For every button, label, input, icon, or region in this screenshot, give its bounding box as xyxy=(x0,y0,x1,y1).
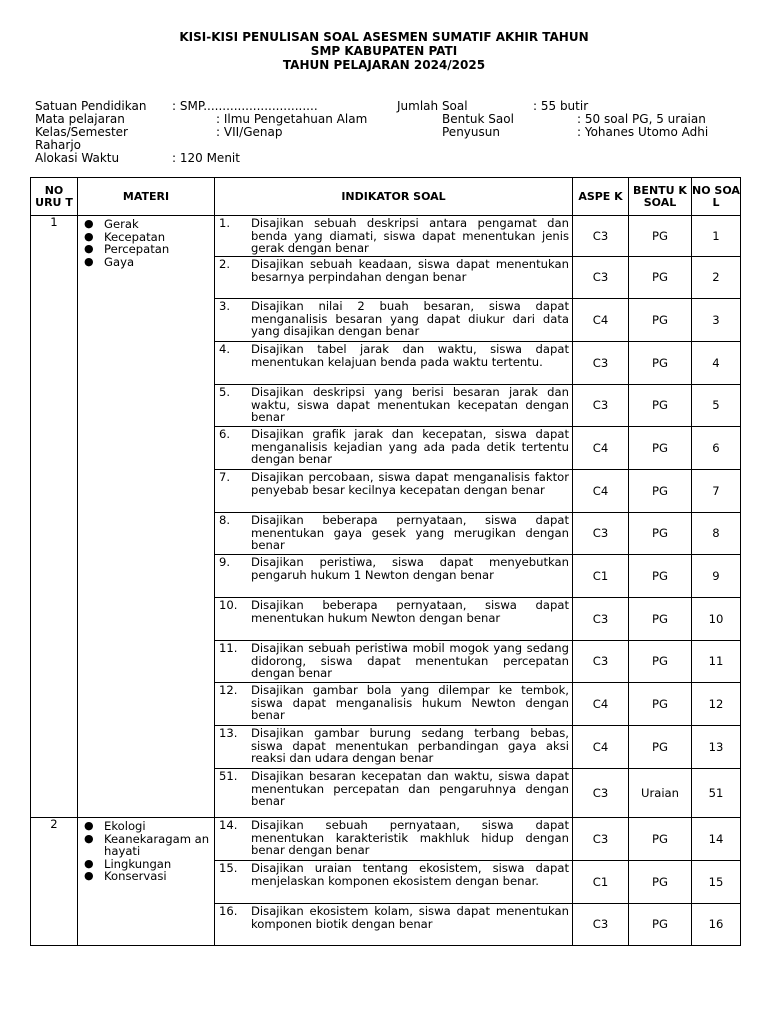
materi-item: ● Kecepatan xyxy=(84,231,214,244)
indikator-cell xyxy=(215,904,573,946)
title-line-1: KISI-KISI PENULISAN SOAL ASESMEN SUMATIF AKHIR TAHUN xyxy=(179,30,589,44)
materi-item: ● Keanekaragam an hayati xyxy=(84,833,214,858)
document-title xyxy=(0,30,768,72)
no-soal-cell: 1 xyxy=(692,216,741,257)
indikator-number: 15. xyxy=(219,861,238,875)
indikator-number: 51. xyxy=(219,769,238,783)
indikator-number: 1. xyxy=(219,216,231,230)
indikator-cell xyxy=(215,342,573,385)
no-soal-cell: 4 xyxy=(692,342,741,385)
materi-item: ● Ekologi xyxy=(84,820,214,833)
indikator-cell xyxy=(215,257,573,299)
materi-cell xyxy=(78,216,215,818)
materi-item: ● Percepatan xyxy=(84,243,214,256)
indikator-cell xyxy=(215,598,573,641)
no-soal-cell: 3 xyxy=(692,299,741,342)
indikator-text: Disajikan grafik jarak dan kecepatan, siswa dapat menganalisis kejadian yang ada pada detik tertentu dengan benar xyxy=(251,427,569,467)
bentuk-soal-cell: PG xyxy=(629,216,692,257)
indikator-cell xyxy=(215,216,573,257)
materi-list xyxy=(78,818,214,883)
indikator-cell xyxy=(215,299,573,342)
aspek-cell: C1 xyxy=(573,861,629,904)
aspek-cell: C3 xyxy=(573,818,629,861)
indikator-text: Disajikan sebuah peristiwa mobil mogok yang sedang didorong, siswa dapat menentukan percepatan dengan benar xyxy=(251,641,569,681)
indikator-text: Disajikan sebuah pernyataan, siswa dapat menentukan karakteristik makhluk hidup dengan benar dengan benar xyxy=(251,818,569,858)
aspek-cell: C4 xyxy=(573,427,629,470)
kisi-kisi-table xyxy=(30,177,741,946)
aspek-cell: C3 xyxy=(573,513,629,555)
no-soal-cell: 9 xyxy=(692,555,741,598)
meta-jumlah-label: Jumlah Soal xyxy=(397,99,468,113)
meta-alokasi-value: : 120 Menit xyxy=(172,151,240,165)
materi-item: ● Konservasi xyxy=(84,870,214,883)
indikator-number: 11. xyxy=(219,641,238,655)
indikator-text: Disajikan peristiwa, siswa dapat menyebutkan pengaruh hukum 1 Newton dengan benar xyxy=(251,555,569,582)
header-bentuk: BENTU K SOAL xyxy=(629,178,692,216)
meta-bentuk-value: : 50 soal PG, 5 uraian xyxy=(577,112,706,126)
no-soal-cell: 2 xyxy=(692,257,741,299)
materi-item: ● Lingkungan xyxy=(84,858,214,871)
indikator-number: 2. xyxy=(219,257,231,271)
aspek-cell: C3 xyxy=(573,216,629,257)
bentuk-soal-cell: PG xyxy=(629,513,692,555)
indikator-text: Disajikan uraian tentang ekosistem, siswa dapat menjelaskan komponen ekosistem dengan benar. xyxy=(251,861,569,888)
indikator-text: Disajikan gambar bola yang dilempar ke tembok, siswa dapat menganalisis hukum Newton dengan benar xyxy=(251,683,569,723)
bentuk-soal-cell: PG xyxy=(629,641,692,683)
group-1-body xyxy=(31,216,741,818)
title-line-3: TAHUN PELAJARAN 2024/2025 xyxy=(282,58,486,72)
indikator-cell xyxy=(215,513,573,555)
indikator-number: 7. xyxy=(219,470,231,484)
indikator-text: Disajikan beberapa pernyataan, siswa dapat menentukan hukum Newton dengan benar xyxy=(251,598,569,625)
indikator-cell xyxy=(215,641,573,683)
bentuk-soal-cell: PG xyxy=(629,427,692,470)
indikator-text: Disajikan ekosistem kolam, siswa dapat menentukan komponen biotik dengan benar xyxy=(251,904,569,931)
header-no-urut: NO URU T xyxy=(31,178,78,216)
no-soal-cell: 14 xyxy=(692,818,741,861)
header-no-soal: NO SOA L xyxy=(692,178,741,216)
indikator-number: 8. xyxy=(219,513,231,527)
indikator-cell xyxy=(215,769,573,818)
no-soal-cell: 8 xyxy=(692,513,741,555)
no-soal-cell: 11 xyxy=(692,641,741,683)
indikator-cell xyxy=(215,555,573,598)
materi-cell xyxy=(78,818,215,946)
bentuk-soal-cell: PG xyxy=(629,818,692,861)
aspek-cell: C3 xyxy=(573,598,629,641)
bentuk-soal-cell: PG xyxy=(629,598,692,641)
indikator-cell xyxy=(215,385,573,427)
indikator-number: 10. xyxy=(219,598,238,612)
indikator-number: 9. xyxy=(219,555,231,569)
header-materi: MATERI xyxy=(78,178,215,216)
materi-list xyxy=(78,216,214,268)
indikator-text: Disajikan sebuah deskripsi antara pengamat dan benda yang diamati, siswa dapat menentukan jenis gerak dengan benar xyxy=(251,216,569,256)
meta-kelas-label: Kelas/Semester xyxy=(35,125,128,139)
bentuk-soal-cell: PG xyxy=(629,726,692,769)
bentuk-soal-cell: PG xyxy=(629,861,692,904)
aspek-cell: C4 xyxy=(573,726,629,769)
indikator-text: Disajikan beberapa pernyataan, siswa dapat menentukan gaya gesek yang merugikan dengan benar xyxy=(251,513,569,553)
aspek-cell: C3 xyxy=(573,385,629,427)
group-number: 1 xyxy=(31,216,78,818)
bentuk-soal-cell: PG xyxy=(629,683,692,726)
indikator-number: 5. xyxy=(219,385,231,399)
aspek-cell: C4 xyxy=(573,470,629,513)
materi-item: ● Gaya xyxy=(84,256,214,269)
bentuk-soal-cell: PG xyxy=(629,299,692,342)
indikator-cell xyxy=(215,427,573,470)
table-row xyxy=(31,216,741,257)
no-soal-cell: 6 xyxy=(692,427,741,470)
no-soal-cell: 16 xyxy=(692,904,741,946)
bentuk-soal-cell: PG xyxy=(629,470,692,513)
meta-satuan-value: : SMP.............................. xyxy=(172,99,318,113)
meta-mapel-value: : Ilmu Pengetahuan Alam xyxy=(216,112,368,126)
no-soal-cell: 7 xyxy=(692,470,741,513)
meta-satuan-label: Satuan Pendidikan xyxy=(35,99,147,113)
meta-penyusun-label: Penyusun xyxy=(442,125,500,139)
meta-jumlah-value: : 55 butir xyxy=(533,99,589,113)
table-row xyxy=(31,818,741,861)
header-indikator: INDIKATOR SOAL xyxy=(215,178,573,216)
indikator-number: 3. xyxy=(219,299,231,313)
indikator-number: 12. xyxy=(219,683,238,697)
meta-penyusun-cont: Raharjo xyxy=(35,138,81,152)
meta-bentuk-label: Bentuk Saol xyxy=(442,112,514,126)
aspek-cell: C3 xyxy=(573,342,629,385)
indikator-number: 14. xyxy=(219,818,238,832)
header-aspek: ASPE K xyxy=(573,178,629,216)
indikator-number: 6. xyxy=(219,427,231,441)
aspek-cell: C3 xyxy=(573,769,629,818)
title-line-2: SMP KABUPATEN PATI xyxy=(310,44,458,58)
no-soal-cell: 5 xyxy=(692,385,741,427)
bentuk-soal-cell: PG xyxy=(629,342,692,385)
aspek-cell: C1 xyxy=(573,555,629,598)
bentuk-soal-cell: Uraian xyxy=(629,769,692,818)
no-soal-cell: 51 xyxy=(692,769,741,818)
indikator-cell xyxy=(215,683,573,726)
meta-kelas-value: : VII/Genap xyxy=(216,125,283,139)
group-2-body xyxy=(31,818,741,946)
aspek-cell: C3 xyxy=(573,641,629,683)
indikator-cell xyxy=(215,818,573,861)
group-number: 2 xyxy=(31,818,78,946)
indikator-text: Disajikan deskripsi yang berisi besaran jarak dan waktu, siswa dapat menentukan kecepatan dengan benar xyxy=(251,385,569,425)
meta-mapel-label: Mata pelajaran xyxy=(35,112,125,126)
indikator-cell xyxy=(215,861,573,904)
indikator-cell xyxy=(215,470,573,513)
indikator-text: Disajikan sebuah keadaan, siswa dapat menentukan besarnya perpindahan dengan benar xyxy=(251,257,569,284)
no-soal-cell: 15 xyxy=(692,861,741,904)
no-soal-cell: 12 xyxy=(692,683,741,726)
meta-alokasi-label: Alokasi Waktu xyxy=(35,151,120,165)
bentuk-soal-cell: PG xyxy=(629,904,692,946)
indikator-number: 13. xyxy=(219,726,238,740)
indikator-number: 4. xyxy=(219,342,231,356)
no-soal-cell: 13 xyxy=(692,726,741,769)
indikator-text: Disajikan tabel jarak dan waktu, siswa dapat menentukan kelajuan benda pada waktu tertentu. xyxy=(251,342,569,369)
meta-penyusun-value: : Yohanes Utomo Adhi xyxy=(577,125,709,139)
aspek-cell: C4 xyxy=(573,299,629,342)
materi-item: ● Gerak xyxy=(84,218,214,231)
bentuk-soal-cell: PG xyxy=(629,385,692,427)
aspek-cell: C3 xyxy=(573,257,629,299)
bentuk-soal-cell: PG xyxy=(629,257,692,299)
aspek-cell: C4 xyxy=(573,683,629,726)
indikator-text: Disajikan gambar burung sedang terbang bebas, siswa dapat menentukan perbandingan gaya aksi reaksi dan udara dengan benar xyxy=(251,726,569,766)
bentuk-soal-cell: PG xyxy=(629,555,692,598)
indikator-text: Disajikan percobaan, siswa dapat menganalisis faktor penyebab besar kecilnya kecepatan dengan benar xyxy=(251,470,569,497)
aspek-cell: C3 xyxy=(573,904,629,946)
no-soal-cell: 10 xyxy=(692,598,741,641)
indikator-text: Disajikan besaran kecepatan dan waktu, siswa dapat menentukan percepatan dan pengaruhnya dengan benar xyxy=(251,769,569,809)
indikator-number: 16. xyxy=(219,904,238,918)
indikator-cell xyxy=(215,726,573,769)
indikator-text: Disajikan nilai 2 buah besaran, siswa dapat menganalisis besaran yang dapat diukur dari data yang disajikan dengan benar xyxy=(251,299,569,339)
